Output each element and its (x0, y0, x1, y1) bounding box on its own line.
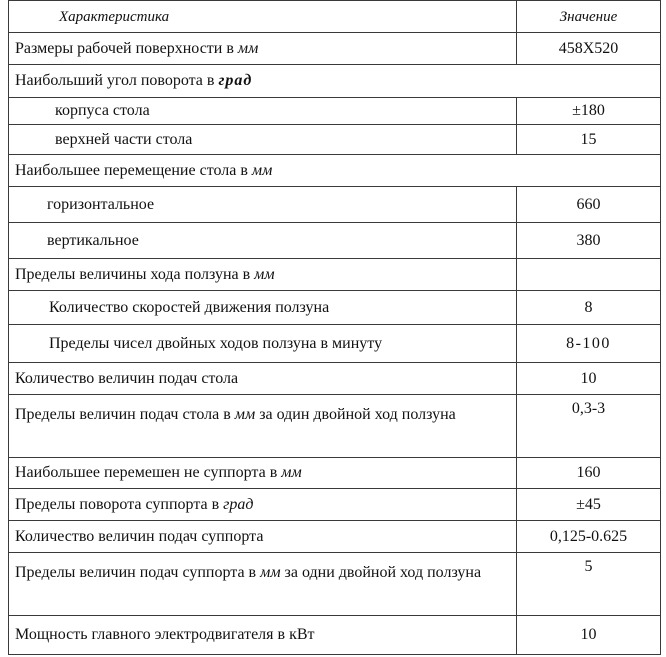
table-row (9, 223, 661, 259)
table-row (9, 363, 661, 395)
table-row (9, 125, 661, 155)
row-label: Количество величин подач стола (9, 363, 517, 395)
table-row (9, 489, 661, 521)
unit: мм (281, 464, 302, 481)
unit: мм (237, 39, 259, 57)
row-value (517, 65, 661, 98)
row-value: 0,3-3 (517, 395, 661, 458)
row-label: Пределы чисел двойных ходов ползуна в минуту (9, 325, 517, 363)
row-value: 660 (517, 187, 661, 223)
row-value: 10 (517, 363, 661, 395)
row-label: Наибольшее перемешен не суппорта в мм (9, 458, 517, 489)
table-row (9, 521, 661, 553)
row-value: 160 (517, 458, 661, 489)
row-label: верхней части стола (9, 125, 517, 155)
row-label: корпуса стола (9, 98, 517, 125)
row-label: Количество скоростей движения ползуна (9, 291, 517, 325)
table-row (9, 65, 661, 98)
row-value: 0,125-0.625 (517, 521, 661, 553)
specifications-table (8, 0, 661, 655)
row-value: 458Х520 (517, 33, 661, 65)
row-value: 15 (517, 125, 661, 155)
table-header-row (9, 1, 661, 33)
row-value (517, 155, 661, 187)
row-label: Размеры рабочей поверхности в мм (9, 33, 517, 65)
row-value: ±45 (517, 489, 661, 521)
row-value: 5 (517, 553, 661, 616)
table-row (9, 187, 661, 223)
row-label: Количество величин подач суппорта (9, 521, 517, 553)
table-row (9, 33, 661, 65)
table-row (9, 553, 661, 616)
unit: мм (234, 406, 256, 423)
header-value: Значение (517, 1, 661, 33)
table-row (9, 325, 661, 363)
row-value: 10 (517, 616, 661, 655)
row-label: Пределы величин подач стола в мм за один двойной ход ползуна (9, 395, 517, 458)
unit: мм (254, 265, 275, 283)
row-label: Пределы поворота суппорта в град (9, 489, 517, 521)
row-label: Наибольшее перемещение стола в мм (9, 155, 517, 187)
unit: мм (251, 161, 273, 179)
header-characteristic: Характеристика (9, 1, 517, 33)
unit: мм (260, 564, 281, 581)
row-label: горизонтальное (9, 187, 517, 223)
row-value: 380 (517, 223, 661, 259)
unit: град (218, 72, 253, 89)
table-row (9, 458, 661, 489)
row-label: Мощность главного электродвигателя в кВт (9, 616, 517, 655)
table-row (9, 98, 661, 125)
row-value: 8 (517, 291, 661, 325)
row-value: 8-100 (517, 325, 661, 363)
row-value (517, 259, 661, 291)
table-row (9, 395, 661, 458)
row-label: вертикальное (9, 223, 517, 259)
table-row (9, 291, 661, 325)
table-row (9, 155, 661, 187)
table-row (9, 616, 661, 655)
row-label: Пределы величин подач суппорта в мм за одни двойной ход ползуна (9, 553, 517, 616)
row-label: Наибольший угол поворота в град (9, 65, 517, 98)
unit: град (223, 495, 254, 513)
table-row (9, 259, 661, 291)
row-value: ±180 (517, 98, 661, 125)
row-label: Пределы величины хода ползуна в мм (9, 259, 517, 291)
